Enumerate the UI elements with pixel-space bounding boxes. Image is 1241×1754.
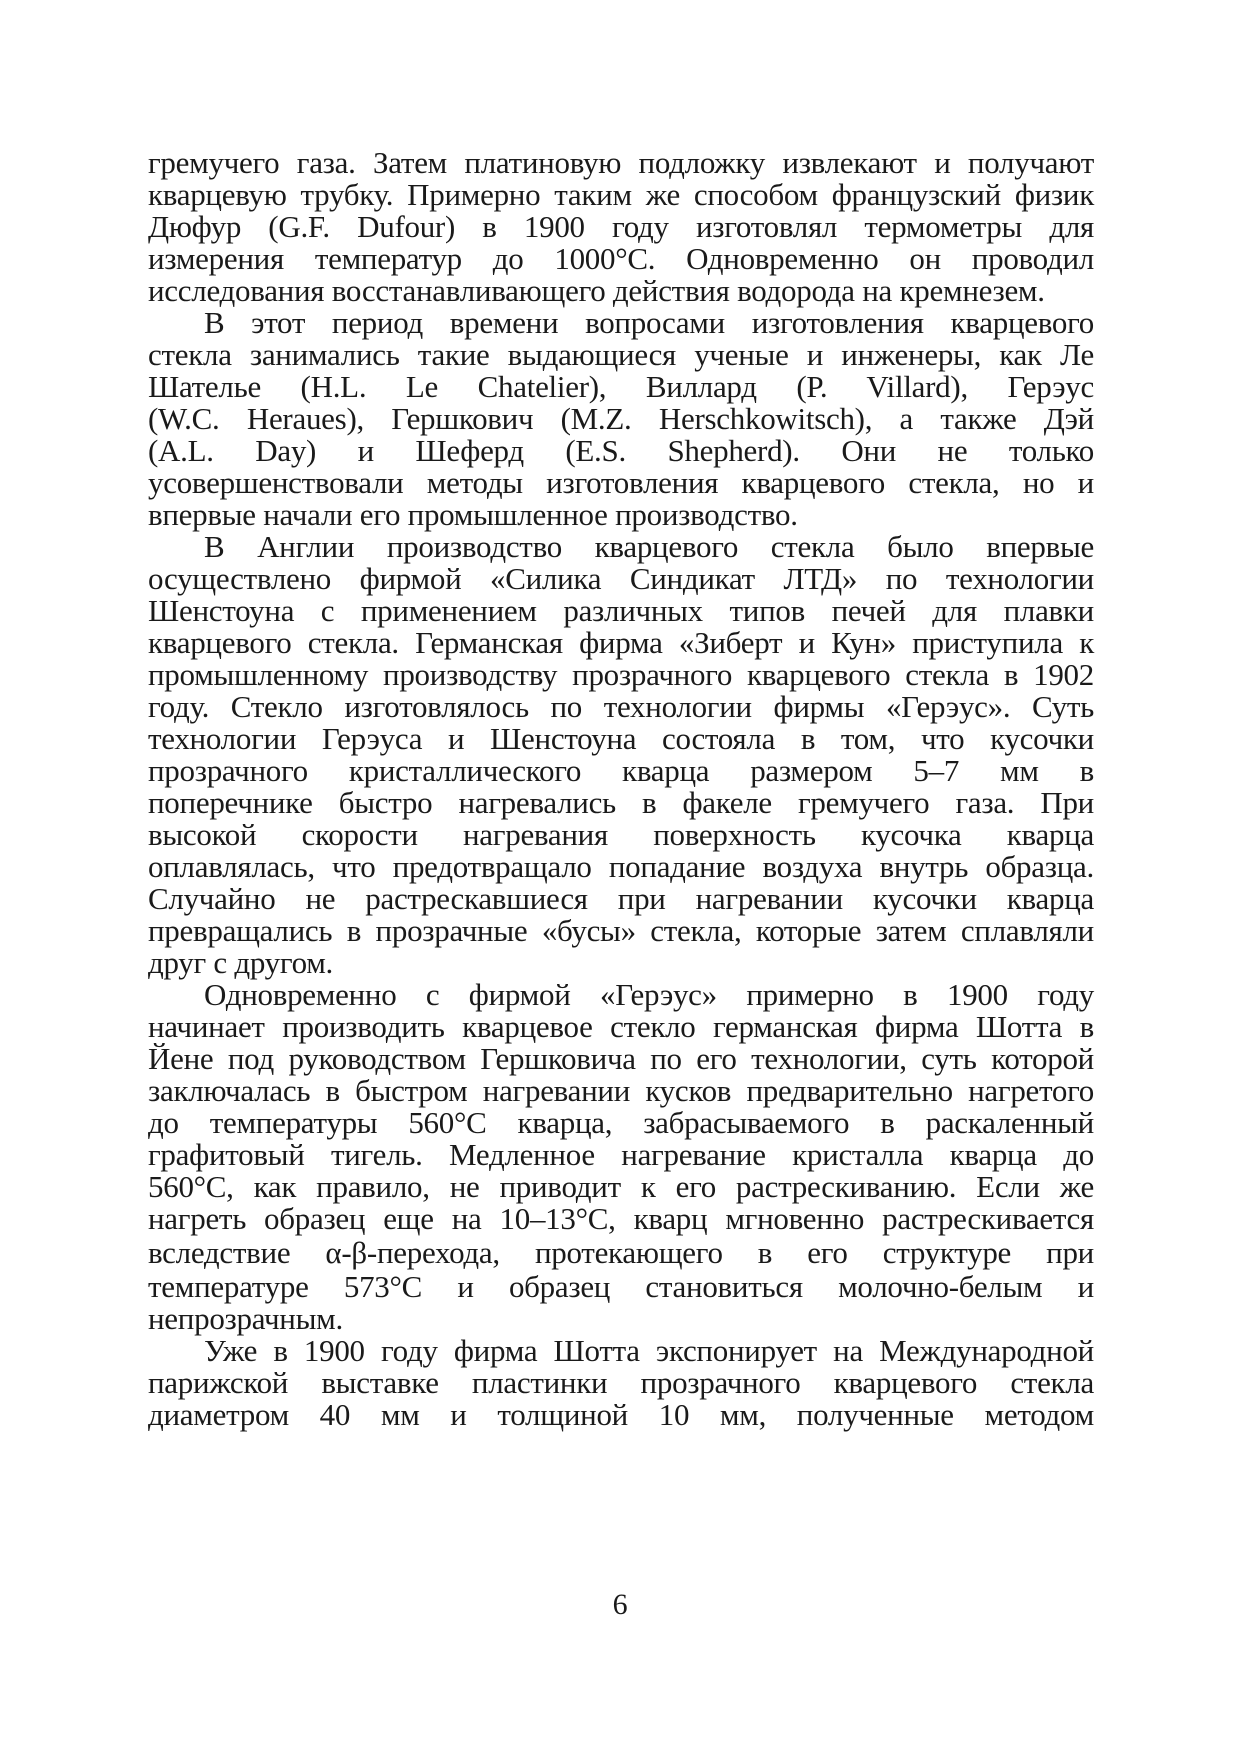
text-line: Случайно не растрескавшиеся при нагревании кусочки кварца xyxy=(148,881,1094,916)
text-line: Йене под руководством Гершковича по его технологии, суть которой xyxy=(148,1041,1094,1076)
text-line: кварцевого стекла. Германская фирма «Зиберт и Кун» приступила к xyxy=(148,625,1094,660)
text-line: начинает производить кварцевое стекло германская фирма Шотта в xyxy=(148,1009,1094,1044)
text-line: осуществлено фирмой «Силика Синдикат ЛТД» по технологии xyxy=(148,561,1094,596)
text-line: вследствие α-β-перехода, протекающего в его структуре при xyxy=(148,1235,1094,1270)
text-line: исследования восстанавливающего действия водорода на кремнезем. xyxy=(148,273,1045,308)
text-line: друг с другом. xyxy=(148,945,334,980)
text-line: году. Стекло изготовлялось по технологии фирмы «Герэус». Суть xyxy=(148,689,1094,724)
text-line: парижской выставке пластинки прозрачного кварцевого стекла xyxy=(148,1365,1094,1400)
text-line: промышленному производству прозрачного кварцевого стекла в 1902 xyxy=(148,657,1094,692)
text-line: В Англии производство кварцевого стекла было впервые xyxy=(204,529,1094,564)
text-line: прозрачного кристаллического кварца размером 5–7 мм в xyxy=(148,753,1094,788)
text-line: усовершенствовали методы изготовления кварцевого стекла, но и xyxy=(148,465,1094,500)
text-line: оплавлялась, что предотвращало попадание воздуха внутрь образца. xyxy=(148,849,1094,884)
text-line: поперечнике быстро нагревались в факеле гремучего газа. При xyxy=(148,785,1094,820)
text-line: стекла занимались такие выдающиеся ученые и инженеры, как Ле xyxy=(148,337,1094,372)
text-line: Шенстоуна с применением различных типов печей для плавки xyxy=(148,593,1094,628)
text-line: впервые начали его промышленное производство. xyxy=(148,497,798,532)
text-line: В этот период времени вопросами изготовления кварцевого xyxy=(204,305,1094,340)
text-line: графитовый тигель. Медленное нагревание кристалла кварца до xyxy=(148,1137,1094,1172)
text-line: технологии Герэуса и Шенстоуна состояла в том, что кусочки xyxy=(148,721,1094,756)
text-line: до температуры 560°С кварца, забрасываемого в раскаленный xyxy=(148,1105,1094,1140)
page-number: 6 xyxy=(612,1588,628,1621)
text-line: Дюфур (G.F. Dufour) в 1900 году изготовлял термометры для xyxy=(148,209,1094,244)
text-line: диаметром 40 мм и толщиной 10 мм, полученные методом xyxy=(148,1397,1094,1432)
text-line: высокой скорости нагревания поверхность кусочка кварца xyxy=(148,817,1094,852)
text-line: кварцевую трубку. Примерно таким же способом французский физик xyxy=(148,177,1094,212)
text-line: (W.C. Heraues), Гершкович (M.Z. Herschkowitsch), а также Дэй xyxy=(148,401,1094,436)
text-line: измерения температур до 1000°С. Одновременно он проводил xyxy=(148,241,1094,276)
text-line: превращались в прозрачные «бусы» стекла, которые затем сплавляли xyxy=(148,913,1094,948)
text-line: 560°С, как правило, не приводит к его растрескиванию. Если же xyxy=(148,1169,1094,1204)
text-line: заключалась в быстром нагревании кусков предварительно нагретого xyxy=(148,1073,1094,1108)
text-line: температуре 573°С и образец становиться молочно-белым и xyxy=(148,1269,1094,1304)
text-line: Уже в 1900 году фирма Шотта экспонирует на Международной xyxy=(204,1333,1094,1368)
text-line: Шателье (H.L. Le Chatelier), Виллард (P. Villard), Герэус xyxy=(148,369,1094,404)
text-line: гремучего газа. Затем платиновую подложку извлекают и получают xyxy=(148,145,1094,180)
text-line: нагреть образец еще на 10–13°С, кварц мгновенно растрескивается xyxy=(148,1201,1094,1236)
text-line: непрозрачным. xyxy=(148,1301,343,1336)
text-line: Одновременно с фирмой «Герэус» примерно в 1900 году xyxy=(204,977,1094,1012)
text-line: (A.L. Day) и Шеферд (E.S. Shepherd). Они не только xyxy=(148,433,1094,468)
